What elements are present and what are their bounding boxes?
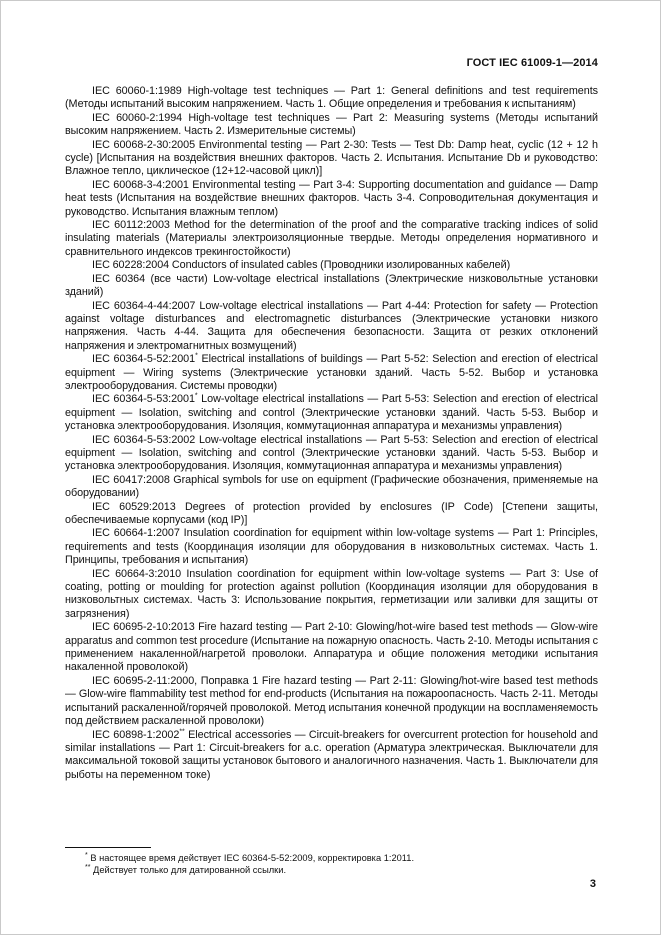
reference-text: IEC 60364-5-52:2001 <box>92 353 196 366</box>
reference-paragraph: IEC 60068-2-30:2005 Environmental testing — Part 2-30: Tests — Test Db: Damp heat, cyclic (12 + 12 h cycle) [Испытания на воздействия внешних факторов. Часть 2. Испытания. Испытание Db и руководство: Влажное тепло, циклическое (12+12-часовой цикл)] <box>65 138 598 178</box>
reference-paragraph: IEC 60364-4-44:2007 Low-voltage electrical installations — Part 4-44: Protection for safety — Protection against voltage disturbances and electromagnetic disturbances (Электрические установки низкого напряжения. Часть 4-44. Защита для обеспечения безопасности. Защита от резких отклонений напряжения и электромагнитных возмущений) <box>65 299 598 352</box>
reference-paragraph <box>65 393 598 433</box>
reference-paragraph: IEC 60417:2008 Graphical symbols for use on equipment (Графические обозначения, применяемые на оборудовании) <box>65 473 598 500</box>
reference-paragraph <box>65 353 598 393</box>
reference-paragraph: IEC 60228:2004 Conductors of insulated cables (Проводники изолированных кабелей) <box>92 259 511 272</box>
reference-paragraph <box>65 729 598 783</box>
reference-text: Low-voltage electrical installations — Part 5-53: Selection and erection of electrical equipment — Isolation, switching and control (Электрические установки зданий. Часть 5-53. Выбор и установка электрооборудования. Изоляция, коммутационная аппаратура и механизмы управления) <box>65 393 598 433</box>
reference-text: Electrical accessories — Circuit-breakers for overcurrent protection for household and similar installations — Part 1: Circuit-breakers for a.c. operation (Арматура электрическая. Выключатели для максимальной токовой защиты установок бытового и аналогичного назначения. Часть 1. Выключатели для рыботы на переменном токе) <box>65 728 599 781</box>
footnotes-section <box>65 847 598 876</box>
footnote-item <box>65 864 598 876</box>
reference-paragraph: IEC 60529:2013 Degrees of protection provided by enclosures (IP Code) [Степени защиты, обеспечиваемые корпусами (код IP)] <box>65 500 598 526</box>
footnote-marker: * <box>195 352 198 360</box>
footnote-text: В настоящее время действует IEC 60364-5-52:2009, корректировка 1:2011. <box>90 852 415 863</box>
reference-paragraph: IEC 60695-2-11:2000, Поправка 1 Fire hazard testing — Part 2-11: Glowing/hot-wire based test methods — Glow-wire flammability test method for end-products (Испытания на пожароопасность. Часть 2-11. Методы испытаний раскаленной/горячей проволокой. Метод испытания конечной продукции на воспламеняемость под действием раскаленной проволоки) <box>65 674 598 728</box>
page-number: 3 <box>589 878 596 890</box>
reference-text: IEC 60364-5-53:2001 <box>92 393 195 406</box>
normative-references-list <box>65 85 598 782</box>
reference-paragraph: IEC 60695-2-10:2013 Fire hazard testing — Part 2-10: Glowing/hot-wire based test methods — Glow-wire apparatus and common test procedure (Испытание на пожарную опасность. Часть 2-10. Методы испытания с применением накаленной/нагретой проволоки. Аппаратура и общие положения методики испытания накаленной проволокой) <box>65 621 598 674</box>
reference-text: IEC 60898-1:2002 <box>92 728 180 741</box>
footnote-text: Действует только для датированной ссылки. <box>93 864 287 875</box>
footnote-marker: ** <box>85 863 91 871</box>
reference-paragraph: IEC 60364 (все части) Low-voltage electrical installations (Электрические низковольтные установки зданий) <box>65 272 598 299</box>
footnote-marker: * <box>194 392 198 400</box>
reference-paragraph: IEC 60112:2003 Method for the determination of the proof and the comparative tracking indices of solid insulating materials (Материалы электроизоляционные твердые. Методы определения нормативного и сравнительного индексов трекингостойкости) <box>65 219 598 258</box>
document-code-header: ГОСТ IEC 61009-1—2014 <box>466 57 598 69</box>
reference-paragraph: IEC 60364-5-53:2002 Low-voltage electrical installations — Part 5-53: Selection and erection of electrical equipment — Isolation, switching and control (Электрические установки зданий. Часть 5-53. Выбор и установка электрооборудования. Изоляция, коммутационная аппаратура и механизмы управления) <box>65 433 598 473</box>
footnote-marker: ** <box>179 727 185 735</box>
reference-paragraph: IEC 60664-3:2010 Insulation coordination for equipment within low-voltage systems — Part 3: Use of coating, potting or moulding for protection against pollution (Координация изоляции для оборудования в низковольтных системах. Часть 3: Использование покрытия, герметизации или заливки для защиты от загрязнения) <box>65 567 598 620</box>
footnote-marker: * <box>85 851 88 859</box>
reference-text: Electrical installations of buildings — Part 5-52: Selection and erection of electrical equipment — Wiring systems (Электрические установки зданий. Часть 5-52. Выбор и установка электрооборудования. Системы проводки) <box>65 353 598 392</box>
reference-paragraph: IEC 60060-2:1994 High-voltage test techniques — Part 2: Measuring systems (Методы испытаний высоким напряжением. Часть 2. Измерительные системы) <box>65 111 598 138</box>
footnote-item <box>65 852 598 864</box>
footnote-divider <box>65 847 151 848</box>
reference-paragraph: IEC 60060-1:1989 High-voltage test techniques — Part 1: General definitions and test requirements (Методы испытаний высоким напряжением. Часть 1. Общие определения и требования к испытаниям) <box>65 85 598 111</box>
reference-paragraph: IEC 60664-1:2007 Insulation coordination for equipment within low-voltage systems — Part 1: Principles, requirements and tests (Координация изоляции для оборудования в низковольтных системах. Часть 1. Принципы, требования и испытания) <box>65 527 598 567</box>
reference-paragraph: IEC 60068-3-4:2001 Environmental testing — Part 3-4: Supporting documentation and guidance — Damp heat tests (Испытания на воздействие внешних факторов. Часть 3-4. Сопроводительная документация и руководство. Испытания влажным теплом) <box>65 178 598 218</box>
